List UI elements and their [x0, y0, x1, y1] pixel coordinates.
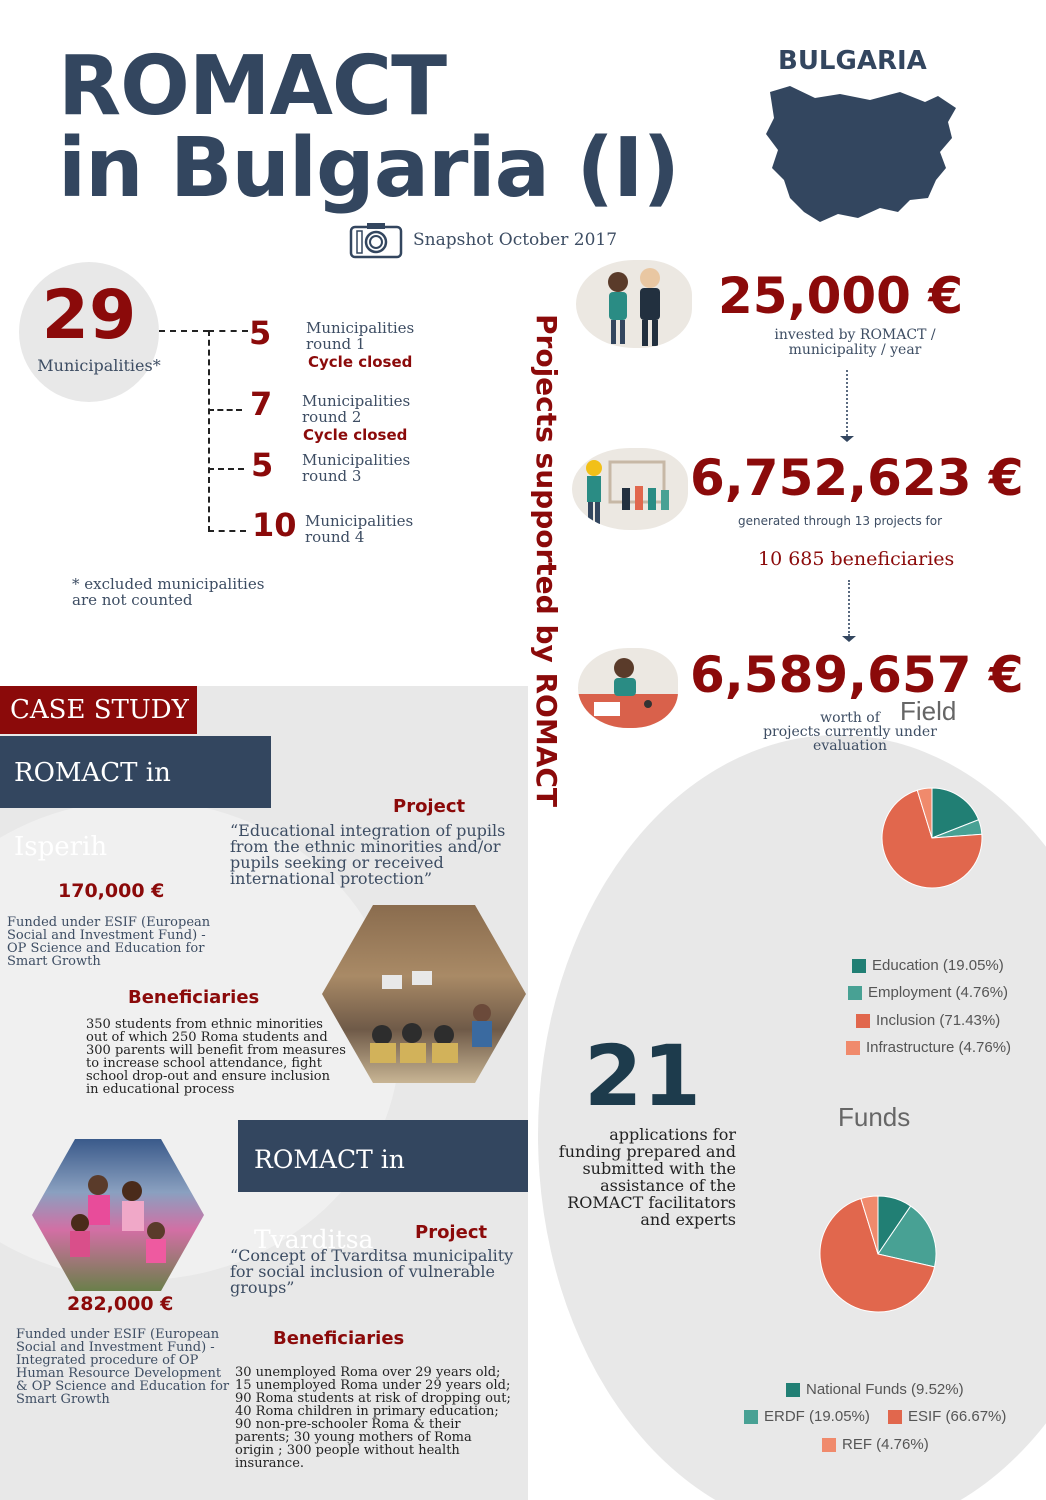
field-legend-inclusion: [856, 1012, 1000, 1029]
legend-swatch: [852, 959, 866, 973]
tvarditsa-beneficiaries-line: 40 Roma children in primary education;: [235, 1404, 499, 1419]
evaluation-text-3: evaluation: [813, 738, 887, 754]
isperih-beneficiaries-line: to increase school attendance, fight: [86, 1056, 322, 1071]
legend-label: Employment (4.76%): [868, 984, 1009, 1001]
tvarditsa-funding-line: Human Resource Development: [16, 1366, 222, 1381]
arrow-down-icon-2: [842, 636, 856, 642]
isperih-project-line: from the ethnic minorities and/or: [230, 837, 501, 856]
legend-swatch: [846, 1041, 860, 1055]
generated-amount: 6,752,623 €: [690, 449, 1024, 507]
applications-line: funding prepared and: [558, 1142, 736, 1161]
page-title-line2: in Bulgaria (I): [58, 121, 679, 216]
legend-label: Education (19.05%): [872, 957, 1004, 974]
round-2-label: Municipalities: [302, 392, 411, 410]
bulgaria-map: [760, 80, 960, 230]
legend-label: National Funds (9.52%): [806, 1381, 964, 1398]
municipalities-total-label: Municipalities*: [37, 356, 161, 375]
isperih-funding-line: Funded under ESIF (European: [7, 915, 211, 930]
round-1-count: 5: [249, 314, 272, 352]
case-study-label: CASE STUDY: [0, 686, 197, 734]
applications-text: [540, 1126, 736, 1228]
tvarditsa-beneficiaries-line: insurance.: [235, 1456, 305, 1471]
tvarditsa-beneficiaries-text: [235, 1366, 511, 1470]
applications-line: submitted with the: [582, 1159, 736, 1178]
legend-label: ERDF (19.05%): [764, 1408, 870, 1425]
connector-1: [846, 370, 848, 436]
applications-count: 21: [584, 1027, 701, 1125]
evaluation-amount: 6,589,657 €: [690, 646, 1024, 704]
isperih-funding: [7, 916, 210, 968]
tvarditsa-project-label: Project: [415, 1222, 488, 1243]
round-2-round: round 2: [302, 408, 362, 426]
funds-pie-chart: [818, 1194, 938, 1314]
round-1-round: round 1: [306, 335, 366, 353]
municipalities-total: 29: [41, 276, 137, 355]
funds-chart-title: Funds: [838, 1102, 911, 1132]
round-3-round: round 3: [302, 467, 362, 485]
isperih-beneficiaries-text: [86, 1018, 346, 1096]
tree-branch-3: [208, 468, 244, 470]
field-pie-chart: [880, 786, 984, 890]
round-1-status: Cycle closed: [308, 353, 413, 371]
invested-amount: 25,000 €: [718, 267, 964, 325]
round-1-label: Municipalities: [306, 319, 415, 337]
camera-icon: [349, 221, 403, 263]
tvarditsa-funding-line: & OP Science and Education for: [16, 1379, 230, 1394]
tree-branch-1: [208, 330, 248, 332]
tvarditsa-funding: [16, 1328, 229, 1406]
round-2-count: 7: [250, 385, 273, 423]
applications-line: assistance of the: [600, 1176, 736, 1195]
tvarditsa-title: ROMACT in Tvarditsa: [238, 1120, 528, 1192]
isperih-beneficiaries-line: 300 parents will benefit from measures: [86, 1043, 346, 1058]
generated-text: generated through 13 projects for: [738, 514, 943, 528]
tvarditsa-beneficiaries-line: origin ; 300 people without health: [235, 1443, 460, 1458]
tree-connector: [159, 330, 209, 332]
tvarditsa-beneficiaries-line: 90 non-pre-schooler Roma & their: [235, 1417, 461, 1432]
country-label: BULGARIA: [778, 46, 927, 76]
isperih-amount: 170,000 €: [58, 880, 165, 902]
arrow-down-icon-1: [840, 436, 854, 442]
round-4-round: round 4: [305, 528, 365, 546]
exclusion-note-2: are not counted: [72, 591, 193, 609]
tvarditsa-beneficiaries-line: 90 Roma students at risk of dropping out;: [235, 1391, 511, 1406]
illustration-construction: [572, 448, 688, 530]
round-4-count: 10: [252, 506, 297, 544]
field-legend-education: [852, 957, 1004, 974]
legend-swatch: [888, 1410, 902, 1424]
tree-trunk: [208, 330, 210, 532]
exclusion-note-1: * excluded municipalities: [72, 575, 265, 593]
legend-label: Inclusion (71.43%): [876, 1012, 1001, 1029]
applications-line: and experts: [640, 1210, 736, 1229]
isperih-title: ROMACT in Isperih: [0, 736, 271, 808]
invested-text-2: municipality / year: [788, 342, 922, 358]
isperih-funding-line: Social and Investment Fund) -: [7, 928, 206, 943]
field-legend-infrastructure: [846, 1039, 1011, 1056]
round-3-label: Municipalities: [302, 451, 411, 469]
isperih-funding-line: Smart Growth: [7, 954, 101, 969]
tree-branch-2: [208, 409, 242, 411]
legend-swatch: [848, 986, 862, 1000]
isperih-beneficiaries-line: school drop-out and ensure inclusion: [86, 1069, 330, 1084]
tvarditsa-project-line: groups”: [230, 1278, 295, 1297]
page-title-line1: ROMACT: [58, 39, 447, 134]
isperih-project-line: “Educational integration of pupils: [230, 821, 506, 840]
tvarditsa-project-line: “Concept of Tvarditsa municipality: [230, 1246, 514, 1265]
isperih-beneficiaries-line: 350 students from ethnic minorities: [86, 1017, 323, 1032]
illustration-people: [576, 260, 692, 348]
funds-legend-ref: [822, 1436, 929, 1453]
illustration-desk: [578, 648, 678, 728]
tvarditsa-beneficiaries-line: 30 unemployed Roma over 29 years old;: [235, 1365, 501, 1380]
funds-legend-erdf: [744, 1408, 870, 1425]
isperih-funding-line: OP Science and Education for: [7, 941, 205, 956]
field-legend-employment: [848, 984, 1008, 1001]
tvarditsa-funding-line: Integrated procedure of OP: [16, 1353, 199, 1368]
tvarditsa-project-text: [230, 1248, 513, 1296]
invested-text-1: invested by ROMACT /: [774, 327, 936, 343]
tvarditsa-project-line: for social inclusion of vulnerable: [230, 1262, 495, 1281]
tvarditsa-beneficiaries-label: Beneficiaries: [273, 1328, 405, 1349]
applications-line: ROMACT facilitators: [567, 1193, 736, 1212]
evaluation-text-2: projects currently under: [763, 724, 937, 740]
isperih-project-line: pupils seeking or received: [230, 853, 444, 872]
applications-line: applications for: [609, 1125, 736, 1144]
isperih-beneficiaries-line: in educational process: [86, 1082, 235, 1097]
legend-label: REF (4.76%): [842, 1436, 929, 1453]
legend-swatch: [822, 1438, 836, 1452]
funds-legend-national: [786, 1381, 964, 1398]
legend-label: Infrastructure (4.76%): [866, 1039, 1012, 1056]
round-4-label: Municipalities: [305, 512, 414, 530]
legend-swatch: [786, 1383, 800, 1397]
beneficiaries-count: 10 685 beneficiaries: [758, 548, 955, 570]
tvarditsa-funding-line: Funded under ESIF (European: [16, 1327, 220, 1342]
field-chart-title: Field: [900, 696, 957, 726]
tvarditsa-funding-line: Smart Growth: [16, 1392, 110, 1407]
isperih-beneficiaries-line: out of which 250 Roma students and: [86, 1030, 328, 1045]
legend-swatch: [744, 1410, 758, 1424]
tvarditsa-amount: 282,000 €: [67, 1293, 174, 1315]
legend-label: ESIF (66.67%): [908, 1408, 1007, 1425]
isperih-project-text: [230, 823, 505, 887]
tvarditsa-beneficiaries-line: 15 unemployed Roma under 29 years old;: [235, 1378, 511, 1393]
evaluation-text-1: worth of: [820, 710, 880, 726]
isperih-project-line: international protection”: [230, 869, 433, 888]
isperih-project-label: Project: [393, 796, 466, 817]
tree-branch-4: [208, 530, 246, 532]
connector-2: [848, 580, 850, 636]
tvarditsa-funding-line: Social and Investment Fund) -: [16, 1340, 215, 1355]
snapshot-date: Snapshot October 2017: [413, 230, 618, 250]
tvarditsa-beneficiaries-line: parents; 30 young mothers of Roma: [235, 1430, 472, 1445]
funds-legend-esif: [888, 1408, 1006, 1425]
round-3-count: 5: [251, 446, 274, 484]
isperih-beneficiaries-label: Beneficiaries: [128, 987, 260, 1008]
legend-swatch: [856, 1014, 870, 1028]
round-2-status: Cycle closed: [303, 426, 408, 444]
projects-vertical-title: Projects supported by ROMACT: [530, 314, 563, 808]
